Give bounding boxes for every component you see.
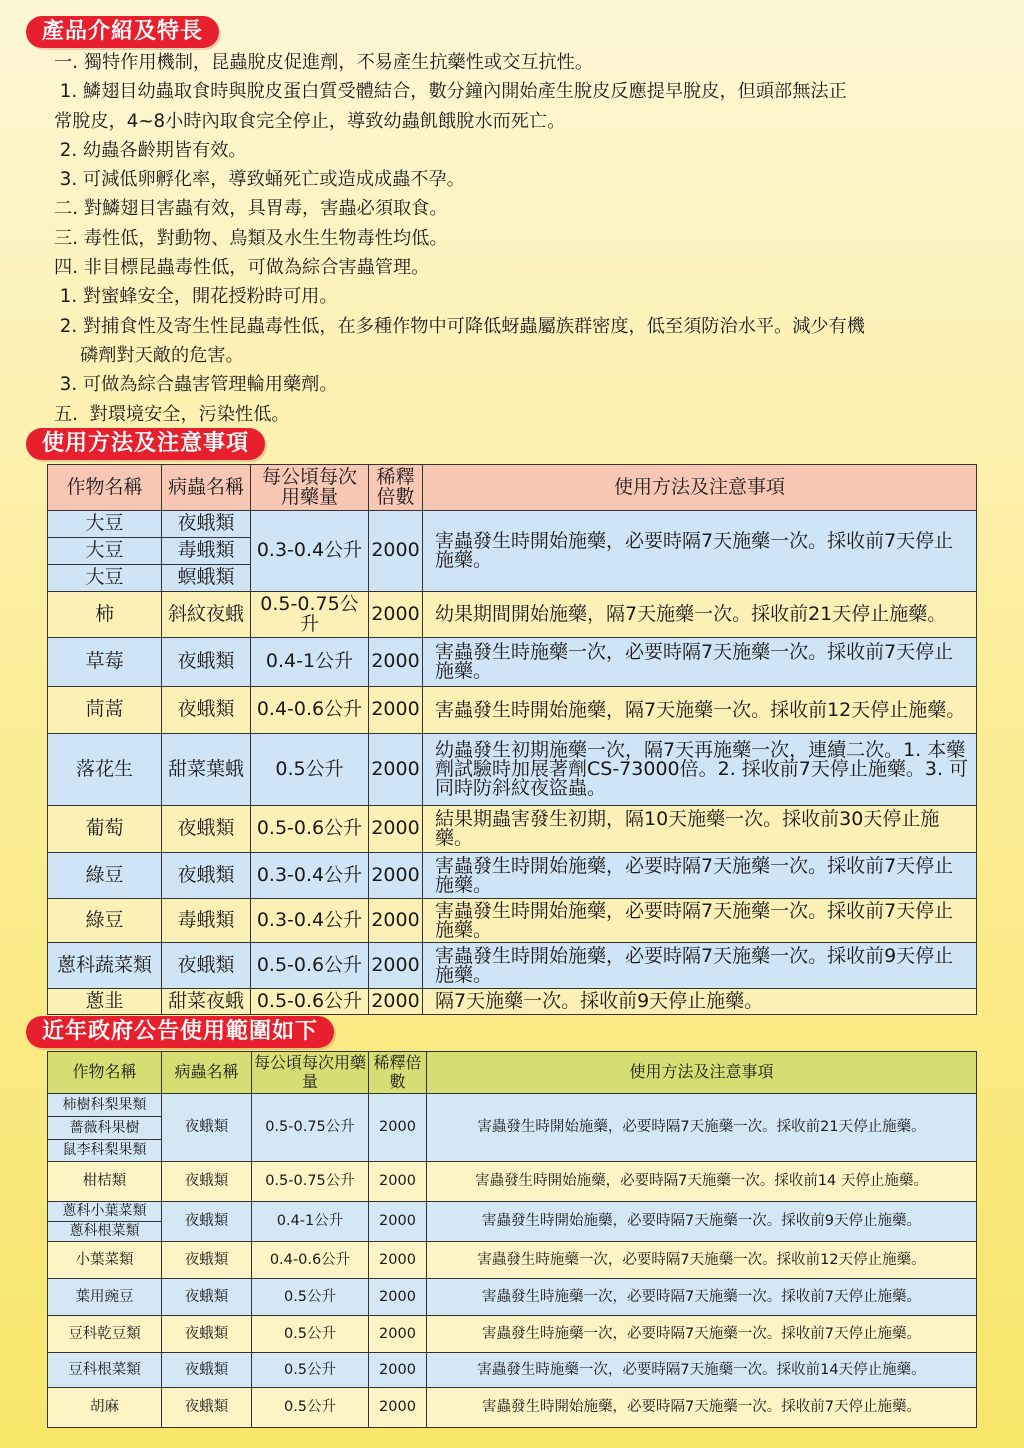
header-pest: 病蟲名稱 [162,465,251,511]
dose-cell: 0.5公升 [252,1353,369,1388]
note-cell: 害蟲發生時開始施藥，必要時隔7天施藥一次。採收前7天停止施藥。 [423,899,977,943]
note-cell: 害蟲發生時開始施藥，必要時隔7天施藥一次。採收前7天停止施藥。 [423,511,977,592]
note-cell: 幼蟲發生初期施藥一次，隔7天再施藥一次，連續二次。1. 本藥劑試驗時加展著劑CS-73000倍。2. 採收前7天停止施藥。3. 可同時防斜紋夜盜蟲。 [423,734,977,806]
dose-cell: 0.5-0.75公升 [252,1162,369,1202]
pest-cell: 夜蛾類 [162,1094,252,1162]
dilution-cell: 2000 [369,1242,427,1279]
intro-line: 三. 毒性低，對動物、鳥類及水生生物毒性均低。 [54,227,448,249]
pest-cell: 夜蛾類 [162,806,251,853]
intro-line: 3. 可做為綜合蟲害管理輪用藥劑。 [54,374,338,396]
crop-cell: 蔥科小葉菜類 [48,1202,162,1222]
header-dilution: 稀釋倍數 [369,465,423,511]
pest-cell: 夜蛾類 [162,638,251,687]
dilution-cell: 2000 [369,734,423,806]
crop-cell: 茼蒿 [48,687,162,734]
dose-cell: 0.4-1公升 [251,638,369,687]
crop-cell: 綠豆 [48,853,162,899]
intro-line: 二. 對鱗翅目害蟲有效，具胃毒，害蟲必須取食。 [54,198,448,220]
pest-cell: 夜蛾類 [162,1388,252,1428]
note-cell: 害蟲發生時開始施藥，必要時隔7天施藥一次。採收前9天停止施藥。 [427,1202,977,1242]
usage-table [47,464,977,1015]
header-crop: 作物名稱 [48,465,162,511]
pest-cell: 夜蛾類 [162,1242,252,1279]
dilution-cell: 2000 [369,1094,427,1162]
dilution-cell: 2000 [369,638,423,687]
intro-line: 3. 可減低卵孵化率，導致蛹死亡或造成成蟲不孕。 [54,169,465,191]
dilution-cell: 2000 [369,1202,427,1242]
pest-cell: 斜紋夜蛾 [162,592,251,638]
pest-cell: 夜蛾類 [162,511,251,538]
dose-cell: 0.3-0.4公升 [251,853,369,899]
dilution-cell: 2000 [369,1316,427,1353]
section-title-usage: 使用方法及注意事項 [26,428,265,460]
dose-cell: 0.5公升 [251,734,369,806]
intro-line: 四. 非目標昆蟲毒性低，可做為綜合害蟲管理。 [54,257,430,279]
section-title-gov: 近年政府公告使用範圍如下 [26,1016,334,1048]
note-cell: 害蟲發生時開始施藥，必要時隔7天施藥一次。採收前21天停止施藥。 [427,1094,977,1162]
dilution-cell: 2000 [369,943,423,989]
dilution-cell: 2000 [369,899,423,943]
note-cell: 害蟲發生時施藥一次，必要時隔7天施藥一次。採收前7天停止施藥。 [427,1316,977,1353]
pest-cell: 夜蛾類 [162,853,251,899]
note-cell: 害蟲發生時開始施藥，必要時隔7天施藥一次。採收前9天停止施藥。 [423,943,977,989]
section-title-intro: 產品介紹及特長 [26,16,219,48]
dose-cell: 0.5-0.6公升 [251,989,369,1015]
dose-cell: 0.4-1公升 [252,1202,369,1242]
header-dilution: 稀釋倍數 [369,1052,427,1094]
crop-cell: 葡萄 [48,806,162,853]
header-crop: 作物名稱 [48,1052,162,1094]
intro-line: 1. 對蜜蜂安全，開花授粉時可用。 [54,286,338,308]
crop-cell: 小葉菜類 [48,1242,162,1279]
dilution-cell: 2000 [369,806,423,853]
crop-cell: 綠豆 [48,899,162,943]
crop-cell: 大豆 [48,565,162,592]
pest-cell: 甜菜夜蛾 [162,989,251,1015]
crop-cell: 大豆 [48,538,162,565]
dose-cell: 0.5公升 [252,1279,369,1316]
crop-cell: 豆科乾豆類 [48,1316,162,1353]
crop-cell: 胡麻 [48,1388,162,1428]
note-cell: 害蟲發生時開始施藥，隔7天施藥一次。採收前12天停止施藥。 [423,687,977,734]
pest-cell: 夜蛾類 [162,1316,252,1353]
header-dose: 每公頃每次用藥量 [252,1052,369,1094]
pest-cell: 夜蛾類 [162,1353,252,1388]
note-cell: 結果期蟲害發生初期，隔10天施藥一次。採收前30天停止施藥。 [423,806,977,853]
intro-line: 2. 幼蟲各齡期皆有效。 [54,139,247,161]
crop-cell: 薔薇科果樹 [48,1117,162,1140]
dilution-cell: 2000 [369,687,423,734]
crop-cell: 柑桔類 [48,1162,162,1202]
dose-cell: 0.5公升 [252,1316,369,1353]
header-pest: 病蟲名稱 [162,1052,252,1094]
dose-cell: 0.5-0.75公升 [251,592,369,638]
dilution-cell: 2000 [369,1388,427,1428]
crop-cell: 豆科根菜類 [48,1353,162,1388]
header-note: 使用方法及注意事項 [427,1052,977,1094]
crop-cell: 蔥科蔬菜類 [48,943,162,989]
note-cell: 隔7天施藥一次。採收前9天停止施藥。 [423,989,977,1015]
intro-line: 2. 對捕食性及寄生性昆蟲毒性低，在多種作物中可降低蚜蟲屬族群密度，低至須防治水平。減少有機 [54,315,865,337]
intro-line: 一. 獨特作用機制，昆蟲脫皮促進劑，不易產生抗藥性或交互抗性。 [54,52,594,73]
dilution-cell: 2000 [369,853,423,899]
pest-cell: 夜蛾類 [162,943,251,989]
header-note: 使用方法及注意事項 [423,465,977,511]
dose-cell: 0.5-0.75公升 [252,1094,369,1162]
dose-cell: 0.3-0.4公升 [251,899,369,943]
pest-cell: 毒蛾類 [162,538,251,565]
pest-cell: 夜蛾類 [162,1162,252,1202]
intro-text [54,48,994,429]
crop-cell: 蔥韭 [48,989,162,1015]
intro-line: 1. 鱗翅目幼蟲取食時與脫皮蛋白質受體結合，數分鐘內開始產生脫皮反應提早脫皮，但頭部無法正 [54,81,847,103]
crop-cell: 葉用豌豆 [48,1279,162,1316]
crop-cell: 鼠李科梨果類 [48,1140,162,1162]
note-cell: 害蟲發生時施藥一次，必要時隔7天施藥一次。採收前12天停止施藥。 [427,1242,977,1279]
note-cell: 害蟲發生時施藥一次，必要時隔7天施藥一次。採收前14天停止施藥。 [427,1353,977,1388]
note-cell: 害蟲發生時開始施藥，必要時隔7天施藥一次。採收前7天停止施藥。 [427,1388,977,1428]
crop-cell: 蔥科根菜類 [48,1222,162,1242]
dose-cell: 0.5-0.6公升 [251,806,369,853]
note-cell: 害蟲發生時施藥一次，必要時隔7天施藥一次。採收前7天停止施藥。 [427,1279,977,1316]
header-dose: 每公頃每次用藥量 [251,465,369,511]
pest-cell: 甜菜葉蛾 [162,734,251,806]
dilution-cell: 2000 [369,989,423,1015]
pest-cell: 毒蛾類 [162,899,251,943]
crop-cell: 柿 [48,592,162,638]
dose-cell: 0.5-0.6公升 [251,943,369,989]
dilution-cell: 2000 [369,1279,427,1316]
dose-cell: 0.4-0.6公升 [252,1242,369,1279]
dose-cell: 0.5公升 [252,1388,369,1428]
intro-line: 磷劑對天敵的危害。 [80,344,244,366]
dilution-cell: 2000 [369,1162,427,1202]
dose-cell: 0.4-0.6公升 [251,687,369,734]
intro-line: 五. 對環境安全，污染性低。 [54,403,290,425]
intro-line: 常脫皮，4~8小時內取食完全停止，導致幼蟲飢餓脫水而死亡。 [54,110,566,132]
dilution-cell: 2000 [369,1353,427,1388]
dilution-cell: 2000 [369,592,423,638]
dose-cell: 0.3-0.4公升 [251,511,369,592]
crop-cell: 落花生 [48,734,162,806]
crop-cell: 草莓 [48,638,162,687]
pest-cell: 夜蛾類 [162,1202,252,1242]
crop-cell: 柿樹科梨果類 [48,1094,162,1117]
pest-cell: 夜蛾類 [162,1279,252,1316]
note-cell: 害蟲發生時開始施藥，必要時隔7天施藥一次。採收前7天停止施藥。 [423,853,977,899]
dilution-cell: 2000 [369,511,423,592]
gov-usage-table [47,1051,977,1428]
note-cell: 害蟲發生時開始施藥，必要時隔7天施藥一次。採收前14 天停止施藥。 [427,1162,977,1202]
note-cell: 幼果期間開始施藥，隔7天施藥一次。採收前21天停止施藥。 [423,592,977,638]
pest-cell: 夜蛾類 [162,687,251,734]
pest-cell: 螟蛾類 [162,565,251,592]
crop-cell: 大豆 [48,511,162,538]
note-cell: 害蟲發生時施藥一次，必要時隔7天施藥一次。採收前7天停止施藥。 [423,638,977,687]
